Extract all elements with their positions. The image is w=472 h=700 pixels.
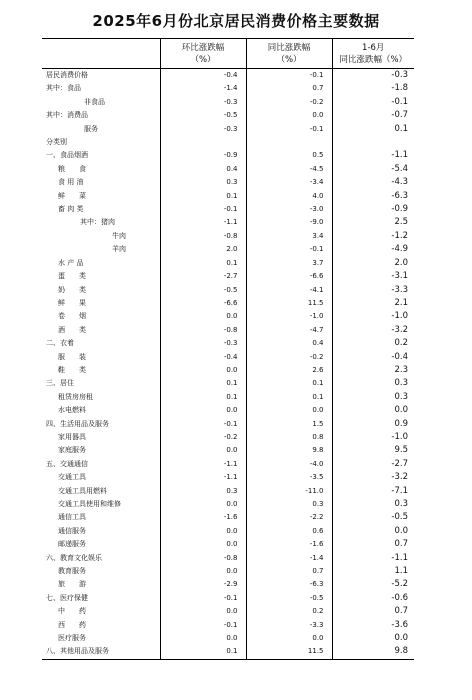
cell-yoy: -0.2 <box>246 96 332 109</box>
cell-yoy: 0.6 <box>246 525 332 538</box>
cell-yoy: -0.1 <box>246 123 332 136</box>
cell-ytd: 2.3 <box>332 364 414 377</box>
cell-ytd: -4.9 <box>332 243 414 256</box>
cell-yoy: -4.7 <box>246 324 332 337</box>
row-label: 鞋 类 <box>58 365 86 374</box>
cell-mom: 0.1 <box>160 391 246 404</box>
table-row <box>42 284 414 297</box>
cell-mom: -1.1 <box>160 458 246 471</box>
cell-mom: 0.1 <box>160 190 246 203</box>
cell-mom: 0.1 <box>160 645 246 659</box>
cell-mom: -0.4 <box>160 69 246 83</box>
row-label: 交通工具用燃料 <box>58 486 107 495</box>
table-row <box>42 377 414 390</box>
cell-ytd: 0.1 <box>332 123 414 136</box>
table-row <box>42 592 414 605</box>
table-row <box>42 216 414 229</box>
table-row <box>42 391 414 404</box>
row-label: 一、食品烟酒 <box>46 151 88 160</box>
cell-mom: -0.1 <box>160 592 246 605</box>
row-label: 家用器具 <box>58 432 86 441</box>
cell-yoy: -2.2 <box>246 511 332 524</box>
cpi-table <box>42 38 414 660</box>
cell-ytd <box>332 136 414 149</box>
cell-ytd: 2.0 <box>332 257 414 270</box>
cell-mom: -0.8 <box>160 552 246 565</box>
table-row <box>42 404 414 417</box>
header-mom-line2: （%） <box>190 54 216 65</box>
row-label: 医疗服务 <box>58 634 86 643</box>
cell-mom: -0.3 <box>160 96 246 109</box>
cell-yoy: 0.0 <box>246 404 332 417</box>
page-title: 2025年6月份北京居民消费价格主要数据 <box>92 12 380 30</box>
header-yoy-line1: 同比涨跌幅 <box>267 42 311 53</box>
cell-mom: 0.0 <box>160 404 246 417</box>
cell-yoy: -0.1 <box>246 69 332 83</box>
cell-mom: -0.1 <box>160 418 246 431</box>
table-body <box>42 69 414 660</box>
table-header <box>42 39 414 69</box>
table-row <box>42 190 414 203</box>
row-label: 畜 肉 类 <box>58 205 84 214</box>
cell-mom: -0.1 <box>160 203 246 216</box>
cell-mom: -0.5 <box>160 109 246 122</box>
table-row <box>42 270 414 283</box>
cell-mom: 0.1 <box>160 377 246 390</box>
cell-mom <box>160 136 246 149</box>
cell-ytd: 0.7 <box>332 538 414 551</box>
cell-yoy: 9.8 <box>246 444 332 457</box>
header-ytd-line2: 同比涨跌幅（%） <box>339 54 408 65</box>
row-label: 交通工具使用和维修 <box>58 500 121 508</box>
table-row <box>42 619 414 632</box>
cell-yoy: -4.0 <box>246 458 332 471</box>
cell-ytd: 9.8 <box>332 645 414 659</box>
row-label: 七、医疗保健 <box>46 593 88 602</box>
cell-yoy: -0.5 <box>246 592 332 605</box>
cell-ytd: -0.3 <box>332 69 414 83</box>
cell-ytd: 1.1 <box>332 565 414 578</box>
cell-yoy: 0.8 <box>246 431 332 444</box>
table-row <box>42 243 414 256</box>
cell-mom: -2.7 <box>160 270 246 283</box>
row-label: 羊肉 <box>112 245 126 254</box>
row-label: 其中：食品 <box>46 84 81 93</box>
cell-ytd: -3.3 <box>332 284 414 297</box>
cell-mom: 0.0 <box>160 565 246 578</box>
cell-mom: -0.1 <box>160 619 246 632</box>
cell-mom: 0.0 <box>160 364 246 377</box>
cell-mom: -0.3 <box>160 123 246 136</box>
cell-ytd: -3.2 <box>332 471 414 484</box>
cell-yoy: -1.4 <box>246 552 332 565</box>
table-row <box>42 69 414 83</box>
cell-mom: 0.3 <box>160 485 246 498</box>
cell-yoy: 2.6 <box>246 364 332 377</box>
cell-yoy: 3.7 <box>246 257 332 270</box>
row-label: 家庭服务 <box>58 446 86 455</box>
row-label: 中 药 <box>58 607 86 616</box>
cell-ytd: -1.1 <box>332 552 414 565</box>
cell-yoy: -3.5 <box>246 471 332 484</box>
row-label: 通信服务 <box>58 526 86 535</box>
table-row <box>42 485 414 498</box>
cell-yoy: 0.3 <box>246 498 332 511</box>
row-label: 其中：猪肉 <box>80 218 115 227</box>
cell-mom: -1.1 <box>160 471 246 484</box>
cell-mom: 0.1 <box>160 257 246 270</box>
cell-ytd: -3.1 <box>332 270 414 283</box>
cell-yoy: 11.5 <box>246 645 332 659</box>
cell-ytd: -1.8 <box>332 82 414 95</box>
cell-yoy: -4.1 <box>246 284 332 297</box>
cell-ytd: -4.3 <box>332 176 414 189</box>
cell-mom: -6.6 <box>160 297 246 310</box>
header-yoy <box>246 39 332 69</box>
cell-mom: -0.9 <box>160 149 246 162</box>
row-label: 分类别 <box>46 138 67 147</box>
header-category <box>42 39 160 69</box>
cell-ytd: -0.5 <box>332 511 414 524</box>
cell-yoy: 0.1 <box>246 391 332 404</box>
table-row <box>42 96 414 109</box>
table-row <box>42 431 414 444</box>
cell-ytd: -7.1 <box>332 485 414 498</box>
row-label: 卷 烟 <box>58 312 86 321</box>
cell-ytd: 0.7 <box>332 605 414 618</box>
row-label: 鲜 菜 <box>58 191 86 200</box>
table-row <box>42 605 414 618</box>
cell-mom: 0.0 <box>160 525 246 538</box>
cell-ytd: 0.3 <box>332 377 414 390</box>
table-row <box>42 337 414 350</box>
table-row <box>42 230 414 243</box>
row-label: 交通工具 <box>58 473 86 482</box>
cell-yoy: 4.0 <box>246 190 332 203</box>
table-row <box>42 645 414 659</box>
cell-ytd: -5.2 <box>332 578 414 591</box>
cell-yoy: 0.0 <box>246 632 332 645</box>
row-label: 食 用 油 <box>58 178 84 187</box>
table-row <box>42 552 414 565</box>
cell-yoy: -3.0 <box>246 203 332 216</box>
table-row <box>42 310 414 323</box>
row-label: 蛋 类 <box>58 272 86 281</box>
table-row <box>42 538 414 551</box>
table-row <box>42 418 414 431</box>
table-row <box>42 136 414 149</box>
cell-mom: 0.0 <box>160 444 246 457</box>
cell-mom: 0.0 <box>160 498 246 511</box>
cell-mom: -0.5 <box>160 284 246 297</box>
table-row <box>42 109 414 122</box>
cell-yoy: -1.6 <box>246 538 332 551</box>
cell-ytd: -0.1 <box>332 96 414 109</box>
cell-mom: -1.1 <box>160 216 246 229</box>
cell-mom: 0.0 <box>160 538 246 551</box>
cell-ytd: -3.2 <box>332 324 414 337</box>
cell-ytd: -6.3 <box>332 190 414 203</box>
cell-ytd: -2.7 <box>332 458 414 471</box>
cell-mom: -0.3 <box>160 337 246 350</box>
row-label: 水电燃料 <box>58 406 86 415</box>
header-row <box>42 39 414 69</box>
cell-ytd: -0.7 <box>332 109 414 122</box>
cell-yoy <box>246 136 332 149</box>
row-label: 非食品 <box>84 97 105 106</box>
cell-yoy: 1.5 <box>246 418 332 431</box>
cell-yoy: -0.2 <box>246 351 332 364</box>
cell-ytd: 0.0 <box>332 525 414 538</box>
table-row <box>42 444 414 457</box>
cell-ytd: 0.2 <box>332 337 414 350</box>
table-row <box>42 163 414 176</box>
cell-yoy: 0.7 <box>246 565 332 578</box>
row-label: 通信工具 <box>58 513 86 522</box>
table-row <box>42 471 414 484</box>
row-label: 服 装 <box>58 352 86 361</box>
table-row <box>42 511 414 524</box>
cell-yoy: -3.4 <box>246 176 332 189</box>
row-label: 西 药 <box>58 620 86 629</box>
header-mom-line1: 环比涨跌幅 <box>181 42 225 53</box>
cell-yoy: -9.0 <box>246 216 332 229</box>
header-ytd <box>332 39 414 69</box>
cell-ytd: -1.0 <box>332 310 414 323</box>
row-label: 酒 类 <box>58 325 86 334</box>
cell-mom: -1.4 <box>160 82 246 95</box>
cell-mom: 0.0 <box>160 310 246 323</box>
cell-ytd: 0.9 <box>332 418 414 431</box>
table-row <box>42 525 414 538</box>
table-row <box>42 324 414 337</box>
cell-ytd: 0.0 <box>332 404 414 417</box>
cell-ytd: -1.2 <box>332 230 414 243</box>
cell-yoy: -1.0 <box>246 310 332 323</box>
table-row <box>42 632 414 645</box>
row-label: 服务 <box>84 124 98 133</box>
row-label: 其中：消费品 <box>46 111 88 120</box>
cell-ytd: -0.6 <box>332 592 414 605</box>
header-mom <box>160 39 246 69</box>
row-label: 三、居住 <box>46 379 74 388</box>
cell-yoy: 0.2 <box>246 605 332 618</box>
cell-yoy: 0.7 <box>246 82 332 95</box>
cell-yoy: 11.5 <box>246 297 332 310</box>
cell-mom: -2.9 <box>160 578 246 591</box>
cell-yoy: 0.4 <box>246 337 332 350</box>
row-label: 教育服务 <box>58 567 86 576</box>
cell-yoy: -11.0 <box>246 485 332 498</box>
cell-mom: 0.4 <box>160 163 246 176</box>
cell-yoy: 0.0 <box>246 109 332 122</box>
cell-ytd: -0.4 <box>332 351 414 364</box>
cell-yoy: -6.6 <box>246 270 332 283</box>
row-label: 四、生活用品及服务 <box>46 419 109 428</box>
row-label: 二、衣着 <box>46 339 74 348</box>
cell-ytd: 2.5 <box>332 216 414 229</box>
table-row <box>42 498 414 511</box>
table-row <box>42 458 414 471</box>
cell-yoy: -4.5 <box>246 163 332 176</box>
cell-yoy: 3.4 <box>246 230 332 243</box>
cell-ytd: 0.3 <box>332 391 414 404</box>
row-label: 水 产 品 <box>58 258 84 267</box>
cell-yoy: -3.3 <box>246 619 332 632</box>
row-label: 租赁房房租 <box>58 392 93 401</box>
row-label: 鲜 果 <box>58 298 86 307</box>
header-yoy-line2: （%） <box>276 54 302 65</box>
table-row <box>42 351 414 364</box>
cell-ytd: 0.0 <box>332 632 414 645</box>
cell-mom: -1.6 <box>160 511 246 524</box>
cell-mom: -0.8 <box>160 230 246 243</box>
row-label: 牛肉 <box>112 231 126 240</box>
cell-ytd: 2.1 <box>332 297 414 310</box>
cell-mom: 2.0 <box>160 243 246 256</box>
header-ytd-line1: 1-6月 <box>362 42 385 53</box>
table-row <box>42 176 414 189</box>
cell-ytd: -1.1 <box>332 149 414 162</box>
cell-ytd: -1.0 <box>332 431 414 444</box>
table-row <box>42 297 414 310</box>
cell-ytd: -0.9 <box>332 203 414 216</box>
table-row <box>42 578 414 591</box>
row-label: 六、教育文化娱乐 <box>46 553 102 562</box>
cell-mom: 0.0 <box>160 605 246 618</box>
cell-mom: -0.2 <box>160 431 246 444</box>
row-label: 居民消费价格 <box>46 71 88 79</box>
row-label: 旅 游 <box>58 580 86 589</box>
cell-mom: 0.0 <box>160 632 246 645</box>
cell-yoy: -6.3 <box>246 578 332 591</box>
cell-ytd: 9.5 <box>332 444 414 457</box>
row-label: 奶 类 <box>58 285 86 294</box>
row-label: 粮 食 <box>58 164 86 173</box>
row-label: 五、交通通信 <box>46 459 88 468</box>
cell-yoy: 0.5 <box>246 149 332 162</box>
cell-mom: -0.4 <box>160 351 246 364</box>
table-row <box>42 123 414 136</box>
row-label: 邮递服务 <box>58 540 86 549</box>
table-row <box>42 203 414 216</box>
cell-ytd: 0.3 <box>332 498 414 511</box>
table-row <box>42 565 414 578</box>
table-row <box>42 257 414 270</box>
table-row <box>42 149 414 162</box>
cell-yoy: 0.1 <box>246 377 332 390</box>
table-row <box>42 82 414 95</box>
cell-mom: 0.3 <box>160 176 246 189</box>
cell-mom: -0.8 <box>160 324 246 337</box>
cell-ytd: -5.4 <box>332 163 414 176</box>
cell-yoy: -0.1 <box>246 243 332 256</box>
cell-ytd: -3.6 <box>332 619 414 632</box>
table-row <box>42 364 414 377</box>
row-label: 八、其他用品及服务 <box>42 645 160 659</box>
